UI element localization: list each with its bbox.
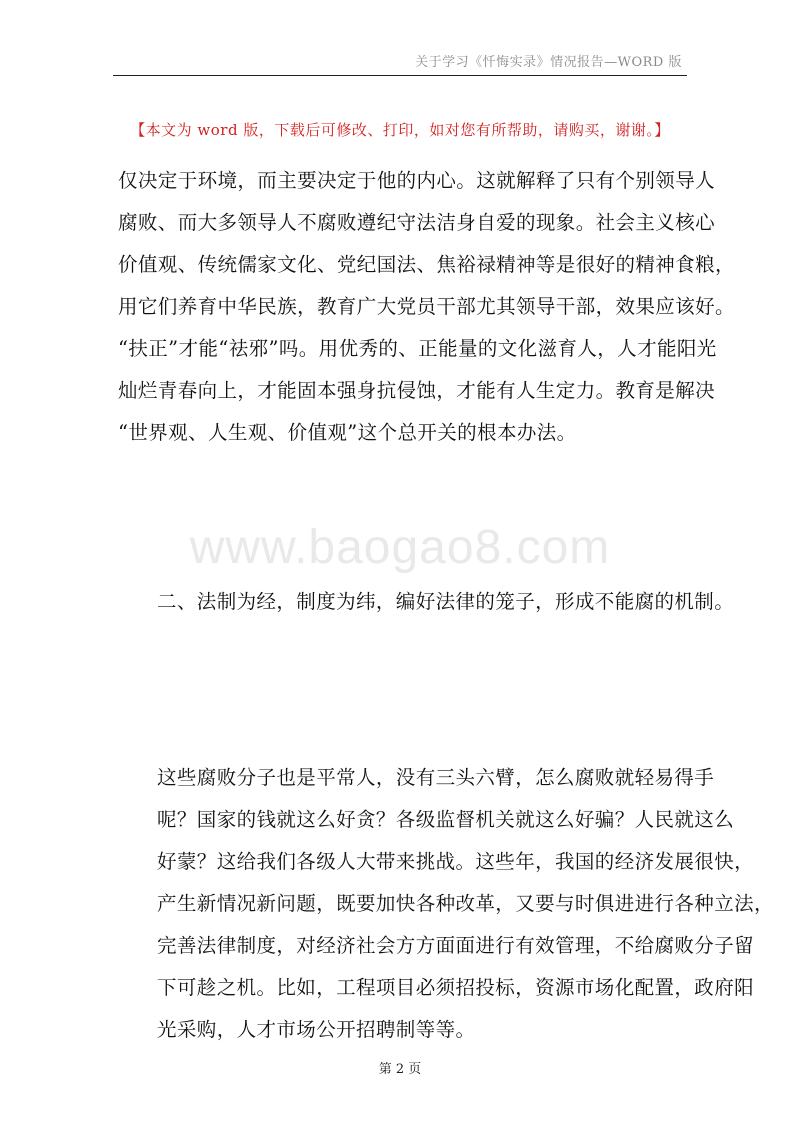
paragraph-line: 呢？国家的钱就这么好贪？各级监督机关就这么好骗？人民就这么 <box>157 808 735 831</box>
section-heading-text: 二、法制为经，制度为纬，编好法律的笼子，形成不能腐的机制。 <box>157 590 735 613</box>
paragraph-3 <box>118 757 774 1051</box>
paragraph-line: 仅决定于环境，而主要决定于他的内心。这就解释了只有个别领导人 <box>118 169 716 192</box>
paragraph-line: “世界观、人生观、价值观”这个总开关的根本办法。 <box>118 421 577 444</box>
paragraph-line: “扶正”才能“祛邪”吗。用优秀的、正能量的文化滋育人，人才能阳光 <box>118 337 717 360</box>
purchase-notice: 【本文为 word 版，下载后可修改、打印，如对您有所帮助，请购买，谢谢。】 <box>130 121 670 139</box>
paragraph-line: 好蒙？这给我们各级人大带来挑战。这些年，我国的经济发展很快， <box>157 850 755 873</box>
header-title: 关于学习《忏悔实录》情况报告—WORD 版 <box>415 55 682 70</box>
paragraph-line: 这些腐败分子也是平常人，没有三头六臂，怎么腐败就轻易得手 <box>157 766 715 789</box>
paragraph-line: 光采购，人才市场公开招聘制等等。 <box>157 1018 476 1041</box>
paragraph-line: 灿烂青春向上，才能固本强身抗侵蚀，才能有人生定力。教育是解决 <box>118 379 716 402</box>
paragraph-line: 产生新情况新问题，既要加快各种改革，又要与时俱进进行各种立法， <box>157 892 774 915</box>
paragraph-line: 用它们养育中华民族，教育广大党员干部尤其领导干部，效果应该好。 <box>118 295 735 318</box>
paragraph-line: 价值观、传统儒家文化、党纪国法、焦裕禄精神等是很好的精神食粮， <box>118 253 735 276</box>
watermark: www.baogao8.com <box>189 521 611 574</box>
paragraph-line: 完善法律制度，对经济社会方方面面进行有效管理，不给腐败分子留 <box>157 934 755 957</box>
section-heading <box>118 581 735 623</box>
paragraph-line: 腐败、而大多领导人不腐败遵纪守法洁身自爱的现象。社会主义核心 <box>118 211 716 234</box>
paragraph-line: 下可趁之机。比如，工程项目必须招投标，资源市场化配置，政府阳 <box>157 976 755 999</box>
paragraph-1 <box>118 160 735 454</box>
header-divider <box>113 75 687 76</box>
page-number: 第 2 页 <box>378 1062 422 1077</box>
